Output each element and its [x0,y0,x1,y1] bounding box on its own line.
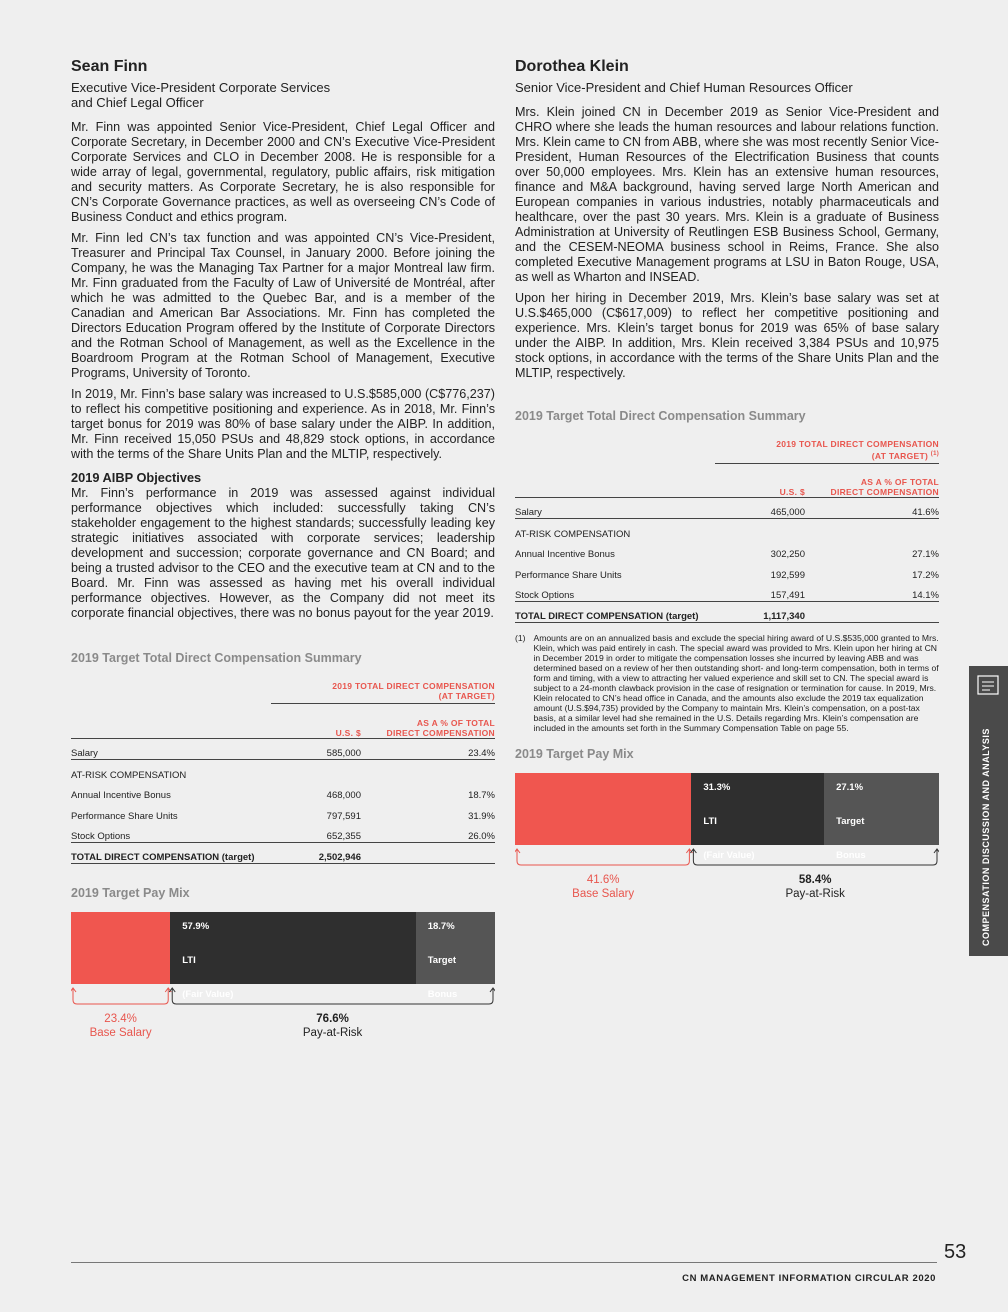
pay-mix-title: 2019 Target Pay Mix [71,885,190,900]
document-chart-icon [975,674,1001,696]
lti-bar: 31.3% LTI (Fair Value) [691,773,824,845]
bio-paragraph: Mrs. Klein joined CN in December 2019 as Senior Vice-President and CHRO where she leads the human resources and labour relations function. Mrs. Klein came to CN from ABB, where she was most recently Senior Vice-President, Human Resources of the Electrification Business that counts over 50,000 employees. Mrs. Klein has an extensive human resources, finance and M&A background, having served large North American and European companies in various industries, notably pharmaceuticals and healthcare, over the past 30 years. Mrs. Klein is a graduate of Business Administration at University of Reutlingen ESB Business School, Germany, and the CESEM-NEOMA business school in Reims, France. She also completed Executive Management programs at LSU in Baton Rouge, USA, as well as Wharton and INSEAD. [515,105,939,284]
section-label: COMPENSATION DISCUSSION AND ANALYSIS [981,728,991,946]
table-row: Salary 585,000 23.4% [71,738,495,759]
table-row: Stock Options 652,355 26.0% [71,822,495,843]
executive-name: Dorothea Klein [515,58,629,75]
executive-name: Sean Finn [71,58,148,75]
bio-paragraph: Mr. Finn was appointed Senior Vice-President, Chief Legal Officer and Corporate Secretary, in December 2000 and CN’s Executive Vice-President Corporate Services and CLO in December 2008. He is responsible for a wide array of legal, governmental, regulatory, public affairs, risk mitigation and security matters. As Corporate Secretary, he is also responsible for CN’s Corporate Governance practices, as well as overseeing CN’s Code of Business Conduct and ethics program. [71,120,495,224]
left-column [71,58,495,1042]
base-salary-bar [515,773,691,845]
objectives-heading: 2019 AIBP Objectives [71,470,202,485]
objectives-paragraph: Mr. Finn’s performance in 2019 was assessed against individual performance objectives which included: successfully taking CN’s stakeholder engagement to the highest standards; successfully leading key strategic initiatives associated with corporate services; leadership development and succession; corporate governance and CN Board; and being a trusted advisor to the CEO and the executive team at CN and to the Board. Mr. Finn was assessed as having met his overall individual performance objectives. However, as the Company did not meet its corporate financial objectives, there was no bonus payout for the year 2019. [71,486,495,620]
table-row: Annual Incentive Bonus 468,000 18.7% [71,789,495,801]
base-salary-bracket [515,849,692,865]
pay-mix-chart [71,912,495,1042]
pay-at-risk-caption: 76.6% Pay-at-Risk [302,1012,363,1039]
right-column [515,58,939,903]
col-header-usd: U.S. $ [715,463,805,498]
pay-mix-title: 2019 Target Pay Mix [515,747,634,762]
section-tab [969,666,1008,956]
table-total-row: TOTAL DIRECT COMPENSATION (target) 2,502,946 [71,842,495,863]
comp-summary-table [71,681,495,864]
publication-title: CN MANAGEMENT INFORMATION CIRCULAR 2020 [682,1273,936,1284]
table-row: AT-RISK COMPENSATION [515,529,631,541]
comp-summary-table [515,439,939,623]
table-group-header: 2019 TOTAL DIRECT COMPENSATION (AT TARGET) [271,681,495,704]
pay-mix-chart [515,773,939,903]
table-row: AT-RISK COMPENSATION [71,769,187,781]
executive-title: Executive Vice-President Corporate Services and Chief Legal Officer [71,80,331,110]
col-header-pct: AS A % OF TOTAL DIRECT COMPENSATION [805,463,939,498]
table-row: Performance Share Units 797,591 31.9% [71,810,495,822]
pay-at-risk-bracket [690,849,939,865]
comp-summary-title: 2019 Target Total Direct Compensation Summary [515,409,806,423]
table-total-row: TOTAL DIRECT COMPENSATION (target) 1,117,340 [515,602,939,623]
col-header-pct: AS A % OF TOTAL DIRECT COMPENSATION [361,704,495,739]
salary-paragraph: Upon her hiring in December 2019, Mrs. Klein’s base salary was set at U.S.$465,000 (C$617,009) to reflect her competitive positioning and experience. Mrs. Klein’s target bonus for 2019 was 65% of base salary under the AIBP. In addition, Mrs. Klein received 3,384 PSUs and 10,975 stock options, in accordance with the terms of the Share Units Plan and the MLTIP, respectively. [515,291,939,380]
table-row: Salary 465,000 41.6% [515,498,939,519]
footer-rule [71,1262,937,1263]
pay-at-risk-caption: 58.4% Pay-at-Risk [785,874,845,901]
base-salary-caption: 41.6% Base Salary [572,874,635,901]
target-bonus-bar: 27.1% Target Bonus [824,773,939,845]
col-header-usd: U.S. $ [271,704,361,739]
comp-summary-title: 2019 Target Total Direct Compensation Summary [71,651,362,665]
target-bonus-bar: 18.7% Target Bonus [416,912,495,984]
table-row: Stock Options 157,491 14.1% [515,581,939,602]
executive-title: Senior Vice-President and Chief Human Resources Officer [515,80,853,95]
page-number: 53 [944,1241,967,1263]
base-salary-bar [71,912,170,984]
table-row: Performance Share Units 192,599 17.2% [515,570,939,582]
bio-paragraph: Mr. Finn led CN’s tax function and was appointed CN’s Vice-President, Treasurer and Principal Tax Counsel, in January 2000. Before joining the Company, he was the Managing Tax Partner for a major Montreal law firm. Mr. Finn graduated from the Faculty of Law of Université de Montréal, after which he was admitted to the Quebec Bar, and is a member of the Canadian and American Bar Associations. Mr. Finn has completed the Directors Education Program offered by the Institute of Corporate Directors and the Rotman School of Management, as well as the Excellence in the Boardroom Program at the Rotman School of Management, Executive Programs, University of Toronto. [71,231,495,380]
salary-paragraph: In 2019, Mr. Finn’s base salary was increased to U.S.$585,000 (C$776,237) to reflect his competitive positioning and experience. As in 2018, Mr. Finn’s target bonus for 2019 was 80% of base salary under the AIBP. In addition, Mr. Finn received 15,050 PSUs and 48,829 stock options, in accordance with the terms of the Share Units Plan and the MLTIP, respectively. [71,387,495,461]
table-row: Annual Incentive Bonus 302,250 27.1% [515,549,939,561]
base-salary-caption: 23.4% Base Salary [89,1012,152,1039]
footnote: (1) Amounts are on an annualized basis and exclude the special hiring award of U.S.$535,000 granted to Mrs. Klein, which was paid entirely in cash. The special award was provided to Mrs. Klein upon her hiring at CN in December 2019 in order to mitigate the compensation losses she incurred by leaving ABB and was determined based on a review of her then outstanding short- and long-term compensation, both in terms of form and timing, with a view to attracting her valued experience and skill set to CN. The special award is subject to a 24-month clawback provision in the case of resignation or termination for cause. In 2019, Mrs. Klein relocated to CN’s head office in Canada, and the amounts also exclude the 2019 tax equalization amount (U.S.$94,735) provided by the Company to maintain Mrs. Klein’s compensation, on a post-tax basis, at a similar level had she remained in the U.S. Details regarding Mrs. Klein’s compensation are included in the amounts set forth in the Summary Compensation Table on page 55. [515,633,939,734]
lti-bar: 57.9% LTI (Fair Value) [170,912,415,984]
table-group-header: 2019 TOTAL DIRECT COMPENSATION (AT TARGET) $^{(1)}$ [715,439,939,463]
base-salary-bracket [71,988,171,1004]
pay-at-risk-bracket [169,988,495,1004]
